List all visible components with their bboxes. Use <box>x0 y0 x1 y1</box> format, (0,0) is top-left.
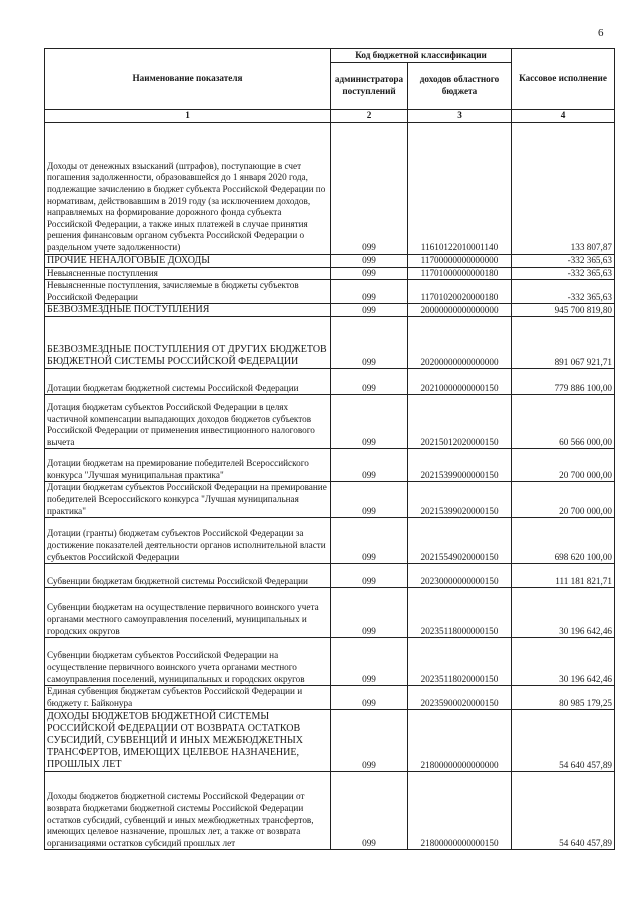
table-row <box>45 280 615 304</box>
table-row <box>45 710 615 772</box>
row-administrator-code: 099 <box>331 304 408 317</box>
row-name: ДОХОДЫ БЮДЖЕТОВ БЮДЖЕТНОЙ СИСТЕМЫ РОССИЙСКОЙ ФЕДЕРАЦИИ ОТ ВОЗВРАТА ОСТАТКОВ СУБСИДИЙ, СУБВЕНЦИЙ И ИНЫХ МЕЖБЮДЖЕТНЫХ ТРАНСФЕРТОВ, ИМЕЮЩИХ ЦЕЛЕВОЕ НАЗНАЧЕНИЕ, ПРОШЛЫХ ЛЕТ <box>45 710 331 772</box>
row-administrator-code: 099 <box>331 449 408 482</box>
column-number: 3 <box>408 110 512 123</box>
table-row <box>45 267 615 280</box>
row-amount: 54 640 457,89 <box>512 710 615 772</box>
row-revenue-code: 21800000000000150 <box>408 772 512 850</box>
row-name: Субвенции бюджетам бюджетной системы Российской Федерации <box>45 564 331 588</box>
row-amount: 111 181 821,71 <box>512 564 615 588</box>
table-row <box>45 395 615 449</box>
table-row <box>45 686 615 710</box>
row-revenue-code: 20215399000000150 <box>408 449 512 482</box>
row-revenue-code: 11700000000000000 <box>408 254 512 267</box>
row-name: Доходы бюджетов бюджетной системы Российской Федерации от возврата бюджетами бюджетной системы Российской Федерации остатков субсидий, субвенций и иных межбюджетных трансфертов, имеющих целевое назначение, прошлых лет, а также от возврата организациями остатков субсидий прошлых лет <box>45 772 331 850</box>
row-amount: 20 700 000,00 <box>512 482 615 518</box>
row-name: Дотация бюджетам субъектов Российской Федерации в целях частичной компенсации выпадающих доходов бюджетов субъектов Российской Федерации от применения инвестиционного налогового вычета <box>45 395 331 449</box>
row-administrator-code: 099 <box>331 564 408 588</box>
column-number: 1 <box>45 110 331 123</box>
column-numbers-row <box>45 110 615 123</box>
row-amount: -332 365,63 <box>512 280 615 304</box>
row-name: Доходы от денежных взысканий (штрафов), поступающие в счет погашения задолженности, образовавшейся до 1 января 2020 года, подлежащие зачислению в бюджет субъекта Российской Федерации по нормативам, действовавшим в 2019 году (за исключением доходов, направляемых на формирование дорожного фонда субъекта Российской Федерации, а также иных платежей в случае принятия решения финансовым органом субъекта Российской Федерации о раздельном учете задолженности) <box>45 122 331 254</box>
table-row <box>45 564 615 588</box>
row-revenue-code: 20215399020000150 <box>408 482 512 518</box>
row-name: Невыясненные поступления, зачисляемые в бюджеты субъектов Российской Федерации <box>45 280 331 304</box>
table-row <box>45 122 615 254</box>
row-revenue-code: 20235118020000150 <box>408 638 512 686</box>
revenue-table <box>44 48 615 850</box>
row-administrator-code: 099 <box>331 710 408 772</box>
row-revenue-code: 11610122010001140 <box>408 122 512 254</box>
row-name: БЕЗВОЗМЕЗДНЫЕ ПОСТУПЛЕНИЯ ОТ ДРУГИХ БЮДЖЕТОВ БЮДЖЕТНОЙ СИСТЕМЫ РОССИЙСКОЙ ФЕДЕРАЦИИ <box>45 317 331 369</box>
row-revenue-code: 20215012020000150 <box>408 395 512 449</box>
table-row <box>45 304 615 317</box>
header-administrator: администратора поступлений <box>331 63 408 110</box>
row-amount: 30 196 642,46 <box>512 638 615 686</box>
row-administrator-code: 099 <box>331 267 408 280</box>
row-amount: 945 700 819,80 <box>512 304 615 317</box>
row-amount: 30 196 642,46 <box>512 588 615 638</box>
row-amount: 133 807,87 <box>512 122 615 254</box>
table-row <box>45 638 615 686</box>
row-name: ПРОЧИЕ НЕНАЛОГОВЫЕ ДОХОДЫ <box>45 254 331 267</box>
row-revenue-code: 20200000000000000 <box>408 317 512 369</box>
row-administrator-code: 099 <box>331 772 408 850</box>
row-amount: 698 620 100,00 <box>512 518 615 564</box>
row-administrator-code: 099 <box>331 638 408 686</box>
table-row <box>45 317 615 369</box>
table-row <box>45 772 615 850</box>
table-row <box>45 449 615 482</box>
row-name: Дотации бюджетам на премирование победителей Всероссийского конкурса "Лучшая муниципальная практика" <box>45 449 331 482</box>
table-row <box>45 518 615 564</box>
row-administrator-code: 099 <box>331 482 408 518</box>
row-amount: 20 700 000,00 <box>512 449 615 482</box>
table-row <box>45 588 615 638</box>
row-revenue-code: 20235118000000150 <box>408 588 512 638</box>
row-revenue-code: 20215549020000150 <box>408 518 512 564</box>
header-name: Наименование показателя <box>45 49 331 110</box>
row-administrator-code: 099 <box>331 395 408 449</box>
row-revenue-code: 20235900020000150 <box>408 686 512 710</box>
header-code-group: Код бюджетной классификации <box>331 49 512 63</box>
row-revenue-code: 21800000000000000 <box>408 710 512 772</box>
column-number: 2 <box>331 110 408 123</box>
row-revenue-code: 20230000000000150 <box>408 564 512 588</box>
row-amount: -332 365,63 <box>512 267 615 280</box>
row-revenue-code: 11701000000000180 <box>408 267 512 280</box>
row-amount: 60 566 000,00 <box>512 395 615 449</box>
table-row <box>45 254 615 267</box>
column-number: 4 <box>512 110 615 123</box>
page-number: 6 <box>598 27 604 39</box>
row-name: Дотации бюджетам субъектов Российской Федерации на премирование победителей Всероссийского конкурса "Лучшая муниципальная практика" <box>45 482 331 518</box>
row-revenue-code: 20210000000000150 <box>408 369 512 395</box>
row-administrator-code: 099 <box>331 588 408 638</box>
row-administrator-code: 099 <box>331 280 408 304</box>
row-administrator-code: 099 <box>331 254 408 267</box>
row-administrator-code: 099 <box>331 518 408 564</box>
row-administrator-code: 099 <box>331 122 408 254</box>
row-revenue-code: 11701020020000180 <box>408 280 512 304</box>
row-amount: 779 886 100,00 <box>512 369 615 395</box>
header-execution: Кассовое исполнение <box>512 49 615 110</box>
row-name: Дотации (гранты) бюджетам субъектов Российской Федерации за достижение показателей деятельности органов исполнительной власти субъектов Российской Федерации <box>45 518 331 564</box>
header-revenue: доходов областного бюджета <box>408 63 512 110</box>
row-name: Невыясненные поступления <box>45 267 331 280</box>
table-row <box>45 482 615 518</box>
row-revenue-code: 20000000000000000 <box>408 304 512 317</box>
row-name: БЕЗВОЗМЕЗДНЫЕ ПОСТУПЛЕНИЯ <box>45 304 331 317</box>
row-amount: -332 365,63 <box>512 254 615 267</box>
row-amount: 80 985 179,25 <box>512 686 615 710</box>
row-amount: 891 067 921,71 <box>512 317 615 369</box>
row-administrator-code: 099 <box>331 686 408 710</box>
table-row <box>45 369 615 395</box>
row-name: Субвенции бюджетам субъектов Российской Федерации на осуществление первичного воинского учета органами местного самоуправления поселений, муниципальных и городских округов <box>45 638 331 686</box>
row-name: Дотации бюджетам бюджетной системы Российской Федерации <box>45 369 331 395</box>
row-administrator-code: 099 <box>331 317 408 369</box>
row-administrator-code: 099 <box>331 369 408 395</box>
row-name: Единая субвенция бюджетам субъектов Российской Федерации и бюджету г. Байконура <box>45 686 331 710</box>
row-amount: 54 640 457,89 <box>512 772 615 850</box>
row-name: Субвенции бюджетам на осуществление первичного воинского учета органами местного самоуправления поселений, муниципальных и городских округов <box>45 588 331 638</box>
